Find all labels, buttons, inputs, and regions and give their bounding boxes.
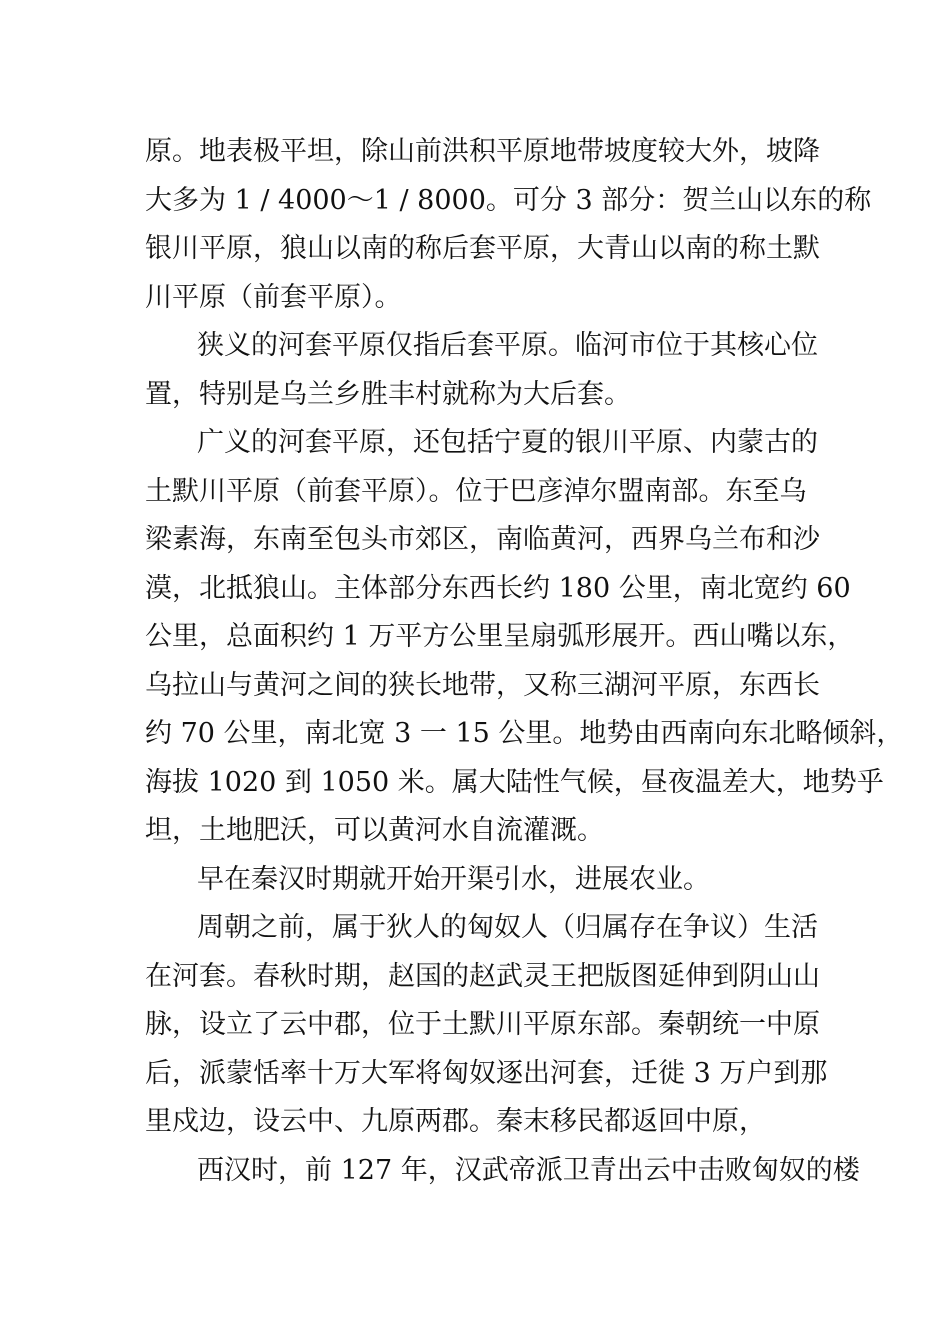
text-line: 银川平原，狼山以南的称后套平原，大青山以南的称土默: [145, 233, 820, 264]
text-line: 里戍边，设云中、九原两郡。秦末移民都返回中原，: [145, 1106, 766, 1137]
text-line: 后，派蒙恬率十万大军将匈奴逐出河套，迁徙 3 万户到那: [145, 1057, 828, 1089]
paragraph-first-line: 狭义的河套平原仅指后套平原。临河市位于其核心位: [197, 330, 818, 361]
text-line: 海拔 1020 到 1050 米。属大陆性气候，昼夜温差大，地势乎: [145, 766, 884, 798]
text-line: 梁素海，东南至包头市郊区，南临黄河，西界乌兰布和沙: [145, 524, 820, 555]
text-line: 大多为 1 / 4000～1 / 8000。可分 3 部分：贺兰山以东的称: [145, 184, 872, 216]
paragraph-first-line: 早在秦汉时期就开始开渠引水，进展农业。: [197, 863, 710, 895]
text-line: 公里，总面积约 1 万平方公里呈扇弧形展开。西山嘴以东，: [145, 621, 855, 652]
text-line: 乌拉山与黄河之间的狭长地带，又称三湖河平原，东西长: [145, 669, 820, 701]
text-line: 坦，土地肥沃，可以黄河水自流灌溉。: [145, 815, 604, 846]
paragraph-first-line: 周朝之前，属于狄人的匈奴人（归属存在争议）生活: [197, 912, 818, 943]
text-line: 漠，北抵狼山。主体部分东西长约 180 公里，南北宽约 60: [145, 572, 851, 604]
document-body: [145, 128, 904, 1195]
text-line: 土默川平原（前套平原）。位于巴彦淖尔盟南部。东至乌: [145, 475, 807, 507]
text-line: 在河套。春秋时期，赵国的赵武灵王把版图延伸到阴山山: [145, 960, 820, 992]
text-line: 置，特别是乌兰乡胜丰村就称为大后套。: [145, 378, 631, 410]
paragraph-first-line: 广义的河套平原，还包括宁夏的银川平原、内蒙古的: [197, 427, 818, 458]
text-line: 脉，设立了云中郡，位于土默川平原东部。秦朝统一中原: [145, 1009, 820, 1040]
text-line: 约 70 公里，南北宽 3 一 15 公里。地势由西南向东北略倾斜，: [145, 718, 904, 749]
text-line: 川平原（前套平原）。: [145, 281, 402, 313]
text-line: 原。地表极平坦，除山前洪积平原地带坡度较大外，坡降: [145, 136, 820, 167]
paragraph-first-line: 西汉时，前 127 年，汉武帝派卫青出云中击败匈奴的楼: [197, 1154, 860, 1186]
